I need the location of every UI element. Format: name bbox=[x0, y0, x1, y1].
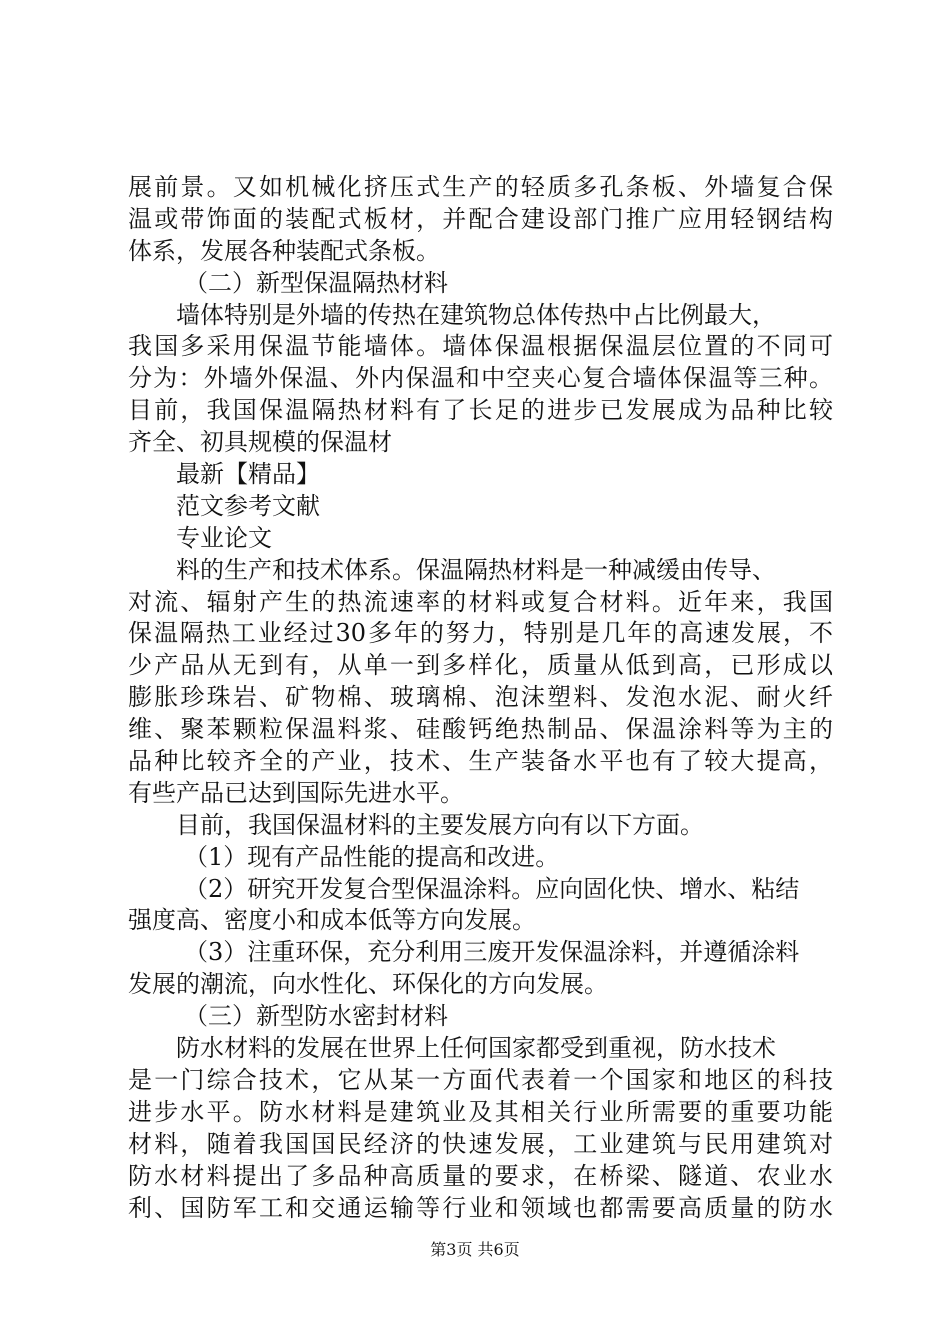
body-line: 展前景。又如机械化挤压式生产的轻质多孔条板、外墙复合保 bbox=[128, 173, 833, 201]
body-line: 对流、辐射产生的热流速率的材料或复合材料。近年来，我国 bbox=[128, 587, 833, 616]
body-line: 目前，我国保温隔热材料有了长足的进步已发展成为品种比较 bbox=[128, 396, 833, 425]
watermark-line: 范文参考文献 bbox=[176, 491, 320, 520]
watermark-line: 最新【精品】 bbox=[176, 460, 320, 489]
body-line: 防水材料提出了多品种高质量的要求，在桥梁、隧道、农业水 bbox=[128, 1161, 833, 1190]
body-line: 分为：外墙外保温、外内保温和中空夹心复合墙体保温等三种。 bbox=[128, 364, 833, 393]
list-item: （3）注重环保，充分利用三废开发保温涂料，并遵循涂料 bbox=[184, 938, 800, 967]
body-line: 墙体特别是外墙的传热在建筑物总体传热中占比例最大， bbox=[176, 300, 776, 329]
body-line: 进步水平。防水材料是建筑业及其相关行业所需要的重要功能 bbox=[128, 1097, 833, 1126]
body-line: 防水材料的发展在世界上任何国家都受到重视，防水技术 bbox=[176, 1034, 776, 1063]
body-line: 料的生产和技术体系。保温隔热材料是一种减缓由传导、 bbox=[176, 555, 776, 584]
body-line: 保温隔热工业经过30多年的努力，特别是几年的高速发展，不 bbox=[128, 619, 833, 648]
body-line: 温或带饰面的装配式板材，并配合建设部门推广应用轻钢结构 bbox=[128, 204, 833, 233]
body-line: 维、聚苯颗粒保温料浆、硅酸钙绝热制品、保温涂料等为主的 bbox=[128, 715, 833, 744]
document-body bbox=[128, 172, 833, 1224]
section-heading: （二）新型保温隔热材料 bbox=[184, 268, 448, 297]
page-footer: 第3页 共6页 bbox=[430, 1240, 520, 1259]
body-line: 体系，发展各种装配式条板。 bbox=[128, 236, 440, 265]
body-line: 目前，我国保温材料的主要发展方向有以下方面。 bbox=[176, 810, 704, 839]
body-line: 是一门综合技术，它从某一方面代表着一个国家和地区的科技 bbox=[128, 1065, 833, 1094]
body-line: 我国多采用保温节能墙体。墙体保温根据保温层位置的不同可 bbox=[128, 332, 833, 361]
body-line: 发展的潮流，向水性化、环保化的方向发展。 bbox=[128, 970, 608, 999]
body-line: 膨胀珍珠岩、矿物棉、玻璃棉、泡沫塑料、发泡水泥、耐火纤 bbox=[128, 683, 833, 712]
body-line: 材料，随着我国国民经济的快速发展，工业建筑与民用建筑对 bbox=[128, 1129, 833, 1158]
body-line: 强度高、密度小和成本低等方向发展。 bbox=[128, 906, 536, 935]
body-line: 少产品从无到有，从单一到多样化，质量从低到高，已形成以 bbox=[128, 651, 833, 680]
body-line: 齐全、初具规模的保温材 bbox=[128, 428, 392, 457]
list-item: （1）现有产品性能的提高和改进。 bbox=[184, 842, 560, 871]
section-heading: （三）新型防水密封材料 bbox=[184, 1002, 448, 1031]
body-line: 利、国防军工和交通运输等行业和领域也都需要高质量的防水 bbox=[128, 1193, 833, 1222]
body-line: 品种比较齐全的产业，技术、生产装备水平也有了较大提高， bbox=[128, 747, 833, 776]
watermark-line: 专业论文 bbox=[176, 523, 272, 552]
list-item: （2）研究开发复合型保温涂料。应向固化快、增水、粘结 bbox=[184, 874, 800, 903]
body-line: 有些产品已达到国际先进水平。 bbox=[128, 778, 464, 807]
